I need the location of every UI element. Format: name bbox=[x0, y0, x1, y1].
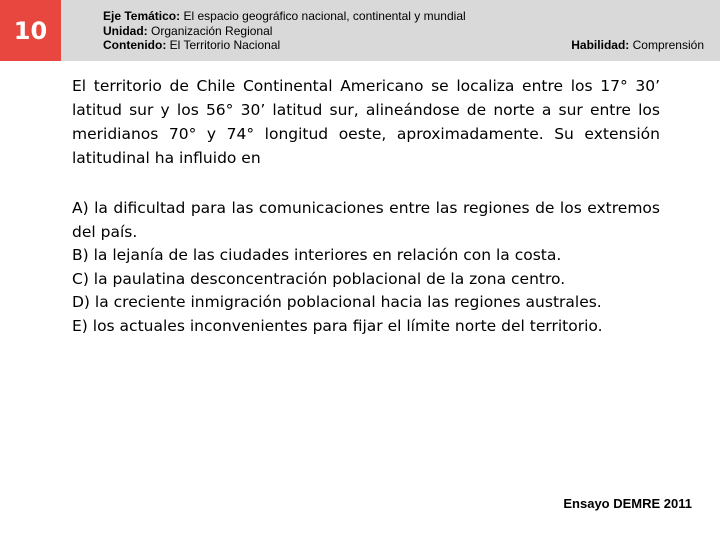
question-number-badge bbox=[0, 0, 61, 61]
eje-label: Eje Temático: bbox=[103, 9, 181, 23]
unidad-label: Unidad: bbox=[103, 24, 148, 38]
option-c: C) la paulatina desconcentración poblacional de la zona centro. bbox=[72, 269, 566, 288]
habilidad-value: Comprensión bbox=[632, 38, 704, 52]
meta-eje-tematico bbox=[103, 9, 466, 23]
meta-habilidad bbox=[571, 38, 704, 52]
question-stem: El territorio de Chile Continental Americano se localiza entre los 17° 30’ latitud sur y los 56° 30’ latitud sur, alineándose de norte a sur entre los meridianos 70° y 74° longitud oeste, aproximadamente. Su extensión latitudinal ha influido en bbox=[72, 77, 660, 167]
unidad-value: Organización Regional bbox=[151, 24, 273, 38]
contenido-value: El Territorio Nacional bbox=[169, 38, 281, 52]
header-bar bbox=[0, 0, 720, 61]
question-number: 10 bbox=[13, 16, 48, 45]
option-e: E) los actuales inconvenientes para fijar el límite norte del territorio. bbox=[72, 316, 603, 335]
option-b: B) la lejanía de las ciudades interiores en relación con la costa. bbox=[72, 246, 562, 265]
source-label: Ensayo DEMRE 2011 bbox=[563, 496, 692, 511]
option-a: A) la dificultad para las comunicaciones entre las regiones de los extremos del país. bbox=[72, 199, 660, 241]
meta-contenido bbox=[103, 38, 280, 52]
meta-unidad bbox=[103, 24, 272, 38]
habilidad-label: Habilidad: bbox=[571, 38, 630, 52]
contenido-label: Contenido: bbox=[103, 38, 167, 52]
option-d: D) la creciente inmigración poblacional hacia las regiones australes. bbox=[72, 293, 602, 312]
eje-value: El espacio geográfico nacional, continental y mundial bbox=[183, 9, 466, 23]
answer-options bbox=[72, 197, 660, 339]
